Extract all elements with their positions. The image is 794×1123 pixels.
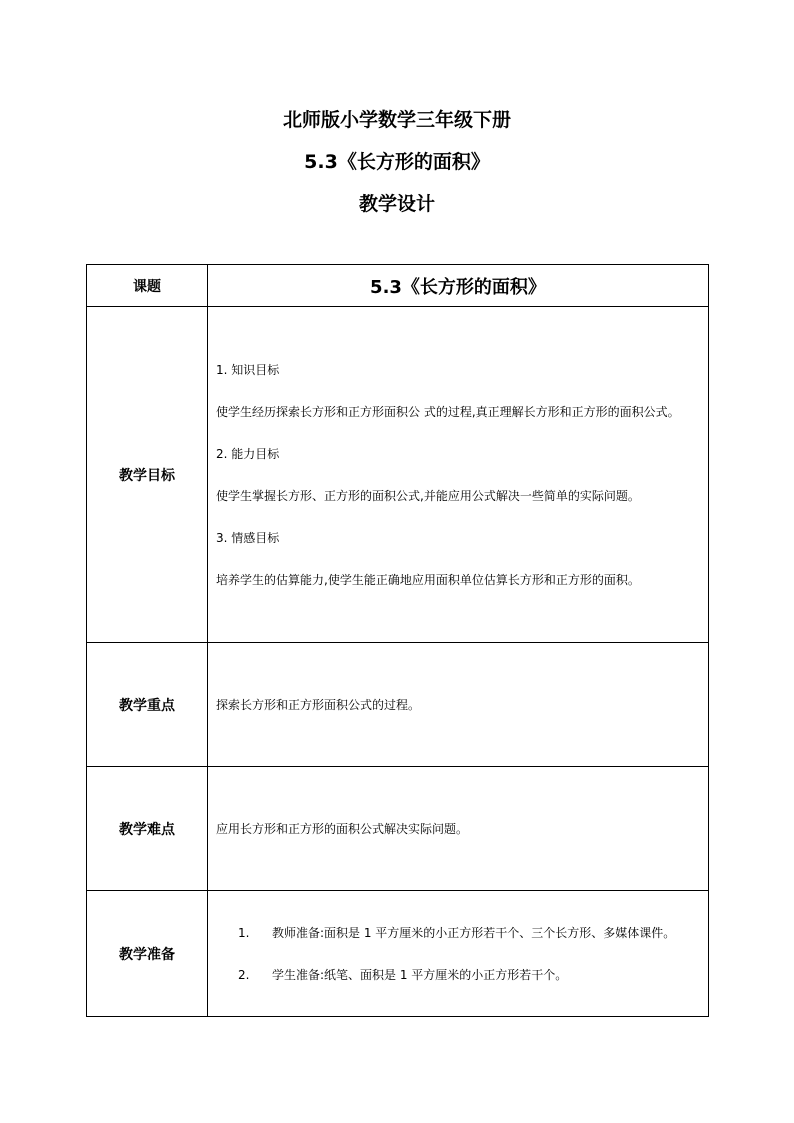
goal-text-emotion: 培养学生的估算能力,使学生能正确地应用面积单位估算长方形和正方形的面积。 <box>216 572 640 587</box>
key-points-content <box>208 643 709 767</box>
key-points-label: 教学重点 <box>87 643 208 767</box>
prep-item-student <box>216 954 702 996</box>
difficulties-text: 应用长方形和正方形的面积公式解决实际问题。 <box>216 821 469 836</box>
goal-text-knowledge: 使学生经历探索长方形和正方形面积公 式的过程,真正理解长方形和正方形的面积公式。 <box>216 404 680 419</box>
difficulties-row <box>87 767 709 891</box>
prep-number-1: 1. <box>238 925 250 940</box>
difficulties-content <box>208 767 709 891</box>
lesson-plan-table <box>86 264 709 1017</box>
preparation-label: 教学准备 <box>87 891 208 1017</box>
goal-text-ability: 使学生掌握长方形、正方形的面积公式,并能应用公式解决一些简单的实际问题。 <box>216 488 640 503</box>
topic-label: 课题 <box>87 265 208 307</box>
preparation-content <box>208 891 709 1017</box>
key-points-text: 探索长方形和正方形面积公式的过程。 <box>216 697 421 712</box>
goals-row <box>87 307 709 643</box>
prep-number-2: 2. <box>238 967 250 982</box>
difficulties-label: 教学难点 <box>87 767 208 891</box>
key-points-row <box>87 643 709 767</box>
prep-text-student: 学生准备:纸笔、面积是 1 平方厘米的小正方形若干个。 <box>272 967 568 982</box>
goal-heading-emotion: 3. 情感目标 <box>216 530 280 545</box>
goal-heading-knowledge: 1. 知识目标 <box>216 362 280 377</box>
document-title: 北师版小学数学三年级下册 <box>282 109 511 131</box>
goal-heading-ability: 2. 能力目标 <box>216 446 280 461</box>
topic-row <box>87 265 709 307</box>
goals-label: 教学目标 <box>87 307 208 643</box>
prep-item-teacher <box>216 912 702 954</box>
goals-content <box>208 307 709 643</box>
prep-text-teacher: 教师准备:面积是 1 平方厘米的小正方形若干个、三个长方形、多媒体课件。 <box>272 925 676 940</box>
topic-value: 5.3《长方形的面积》 <box>208 265 709 307</box>
document-subtitle: 教学设计 <box>358 193 435 215</box>
preparation-row <box>87 891 709 1017</box>
lesson-title: 5.3《长方形的面积》 <box>304 151 490 173</box>
